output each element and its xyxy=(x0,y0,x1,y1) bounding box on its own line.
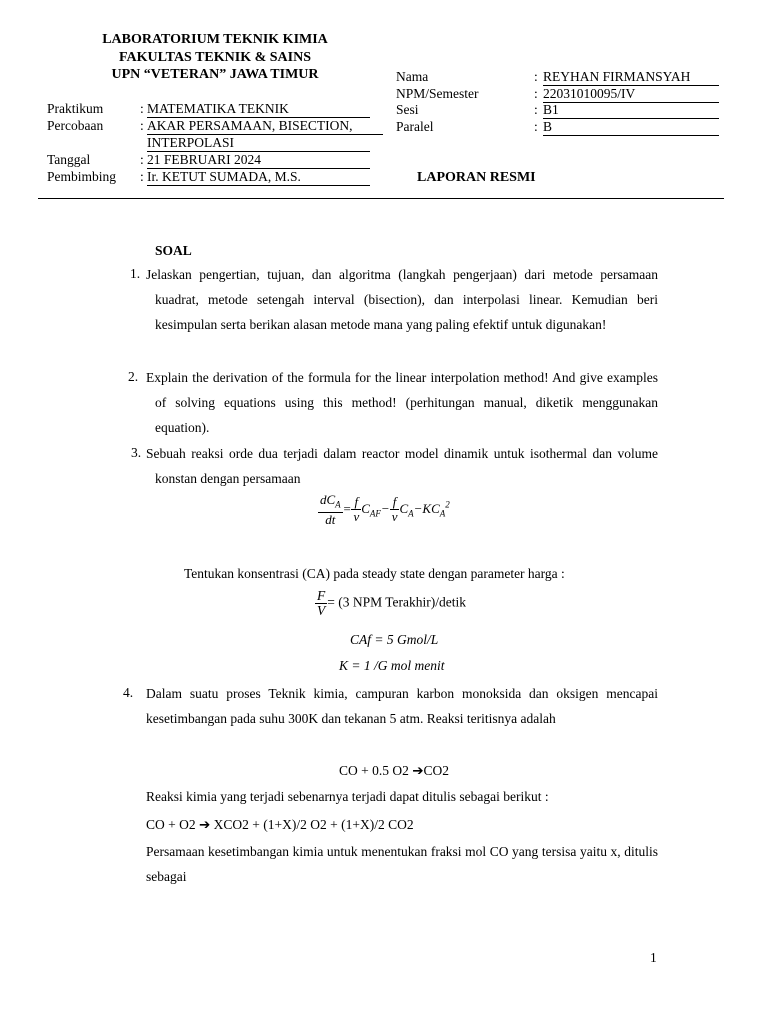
praktikum-colon: : xyxy=(140,101,144,116)
paralel-colon: : xyxy=(534,119,538,134)
praktikum-label: Praktikum xyxy=(47,101,104,116)
sesi-label: Sesi xyxy=(396,102,419,117)
nama-label: Nama xyxy=(396,69,429,84)
university-title: UPN “VETERAN” JAWA TIMUR xyxy=(111,67,319,82)
tanggal-colon: : xyxy=(140,152,144,167)
page-number: 1 xyxy=(650,950,657,965)
npm-value: 22031010095/IV xyxy=(543,86,719,103)
q4-line-3: Persamaan kesetimbangan kimia untuk menentukan fraksi mol CO yang tersisa yaitu x, ditulis sebagai xyxy=(146,844,658,885)
q2-text xyxy=(146,365,658,441)
faculty-title: FAKULTAS TEKNIK & SAINS xyxy=(118,50,312,65)
q4-number: 4. xyxy=(123,685,134,700)
percobaan-colon: : xyxy=(140,118,144,133)
pembimbing-label: Pembimbing xyxy=(47,169,117,184)
sesi-value: B1 xyxy=(543,102,719,119)
q3-fv xyxy=(315,589,466,618)
fv-fraction: $\frac{F}{V}$ xyxy=(317,588,326,618)
q2-number: 2. xyxy=(128,369,139,384)
q1-number: 1. xyxy=(130,266,141,281)
q3-k: K = 1 /G mol menit xyxy=(339,658,445,673)
q3-text xyxy=(146,441,658,491)
q4-reaction-2: CO + O2 ➔ XCO2 + (1+X)/2 O2 + (1+X)/2 CO2 xyxy=(146,817,414,832)
q4-line-2: Reaksi kimia yang terjadi sebenarnya terjadi dapat ditulis sebagai berikut : xyxy=(146,789,549,804)
soal-heading: SOAL xyxy=(155,243,192,258)
nama-value: REYHAN FIRMANSYAH xyxy=(543,69,719,86)
npm-label: NPM/Semester xyxy=(396,86,479,101)
q3-caf: CAf = 5 Gmol/L xyxy=(350,632,439,647)
report-type: LAPORAN RESMI xyxy=(417,170,536,185)
q3-ode: $\frac{dC_A}{dt}$ = $\frac{f}{v}$ $C_{AF}-$ $\frac{f}{v}$ $C_A-KC_A^2$ xyxy=(320,492,450,527)
q4-text xyxy=(146,681,658,731)
pembimbing-colon: : xyxy=(140,169,144,184)
nama-colon: : xyxy=(534,69,538,84)
praktikum-value: MATEMATIKA TEKNIK xyxy=(147,101,370,118)
tanggal-value: 21 FEBRUARI 2024 xyxy=(147,152,370,169)
q3-number: 3. xyxy=(131,445,142,460)
pembimbing-value: Ir. KETUT SUMADA, M.S. xyxy=(147,169,370,186)
npm-colon: : xyxy=(534,86,538,101)
q4-reaction-1: CO + 0.5 O2 ➔CO2 xyxy=(339,763,450,778)
percobaan-value-2: INTERPOLASI xyxy=(147,135,370,152)
paralel-value: B xyxy=(543,119,719,136)
header-divider xyxy=(38,198,724,199)
percobaan-value-1: AKAR PERSAMAAN, BISECTION, xyxy=(147,118,383,135)
lab-title: LABORATORIUM TEKNIK KIMIA xyxy=(102,32,328,47)
paralel-label: Paralel xyxy=(396,119,434,134)
q4-body: Dalam suatu proses Teknik kimia, campuran karbon monoksida dan oksigen mencapai kesetimbangan pada suhu 300K dan tekanan 5 atm. Reaksi teritisnya adalah xyxy=(146,686,658,727)
q3-param-intro: Tentukan konsentrasi (CA) pada steady state dengan parameter harga : xyxy=(184,566,565,581)
percobaan-label: Percobaan xyxy=(47,118,104,133)
sesi-colon: : xyxy=(534,102,538,117)
fv-text: = (3 NPM Terakhir)/detik xyxy=(327,594,467,610)
q1-body: Jelaskan pengertian, tujuan, dan algoritma (langkah pengerjaan) dari metode persamaan kuadrat, metode setengah interval (bisection), dan interpolasi linear. Kemudian beri kesimpulan serta berikan alasan metode mana yang paling efektif untuk digunakan! xyxy=(146,267,658,333)
q1-text xyxy=(146,262,658,338)
q3-body: Sebuah reaksi orde dua terjadi dalam reactor model dinamik untuk isothermal dan volume konstan dengan persamaan xyxy=(146,446,658,487)
q2-body: Explain the derivation of the formula for the linear interpolation method! And give examples of solving equations using this method! (perhitungan manual, diketik menggunakan equation). xyxy=(146,370,658,436)
tanggal-label: Tanggal xyxy=(47,152,91,167)
